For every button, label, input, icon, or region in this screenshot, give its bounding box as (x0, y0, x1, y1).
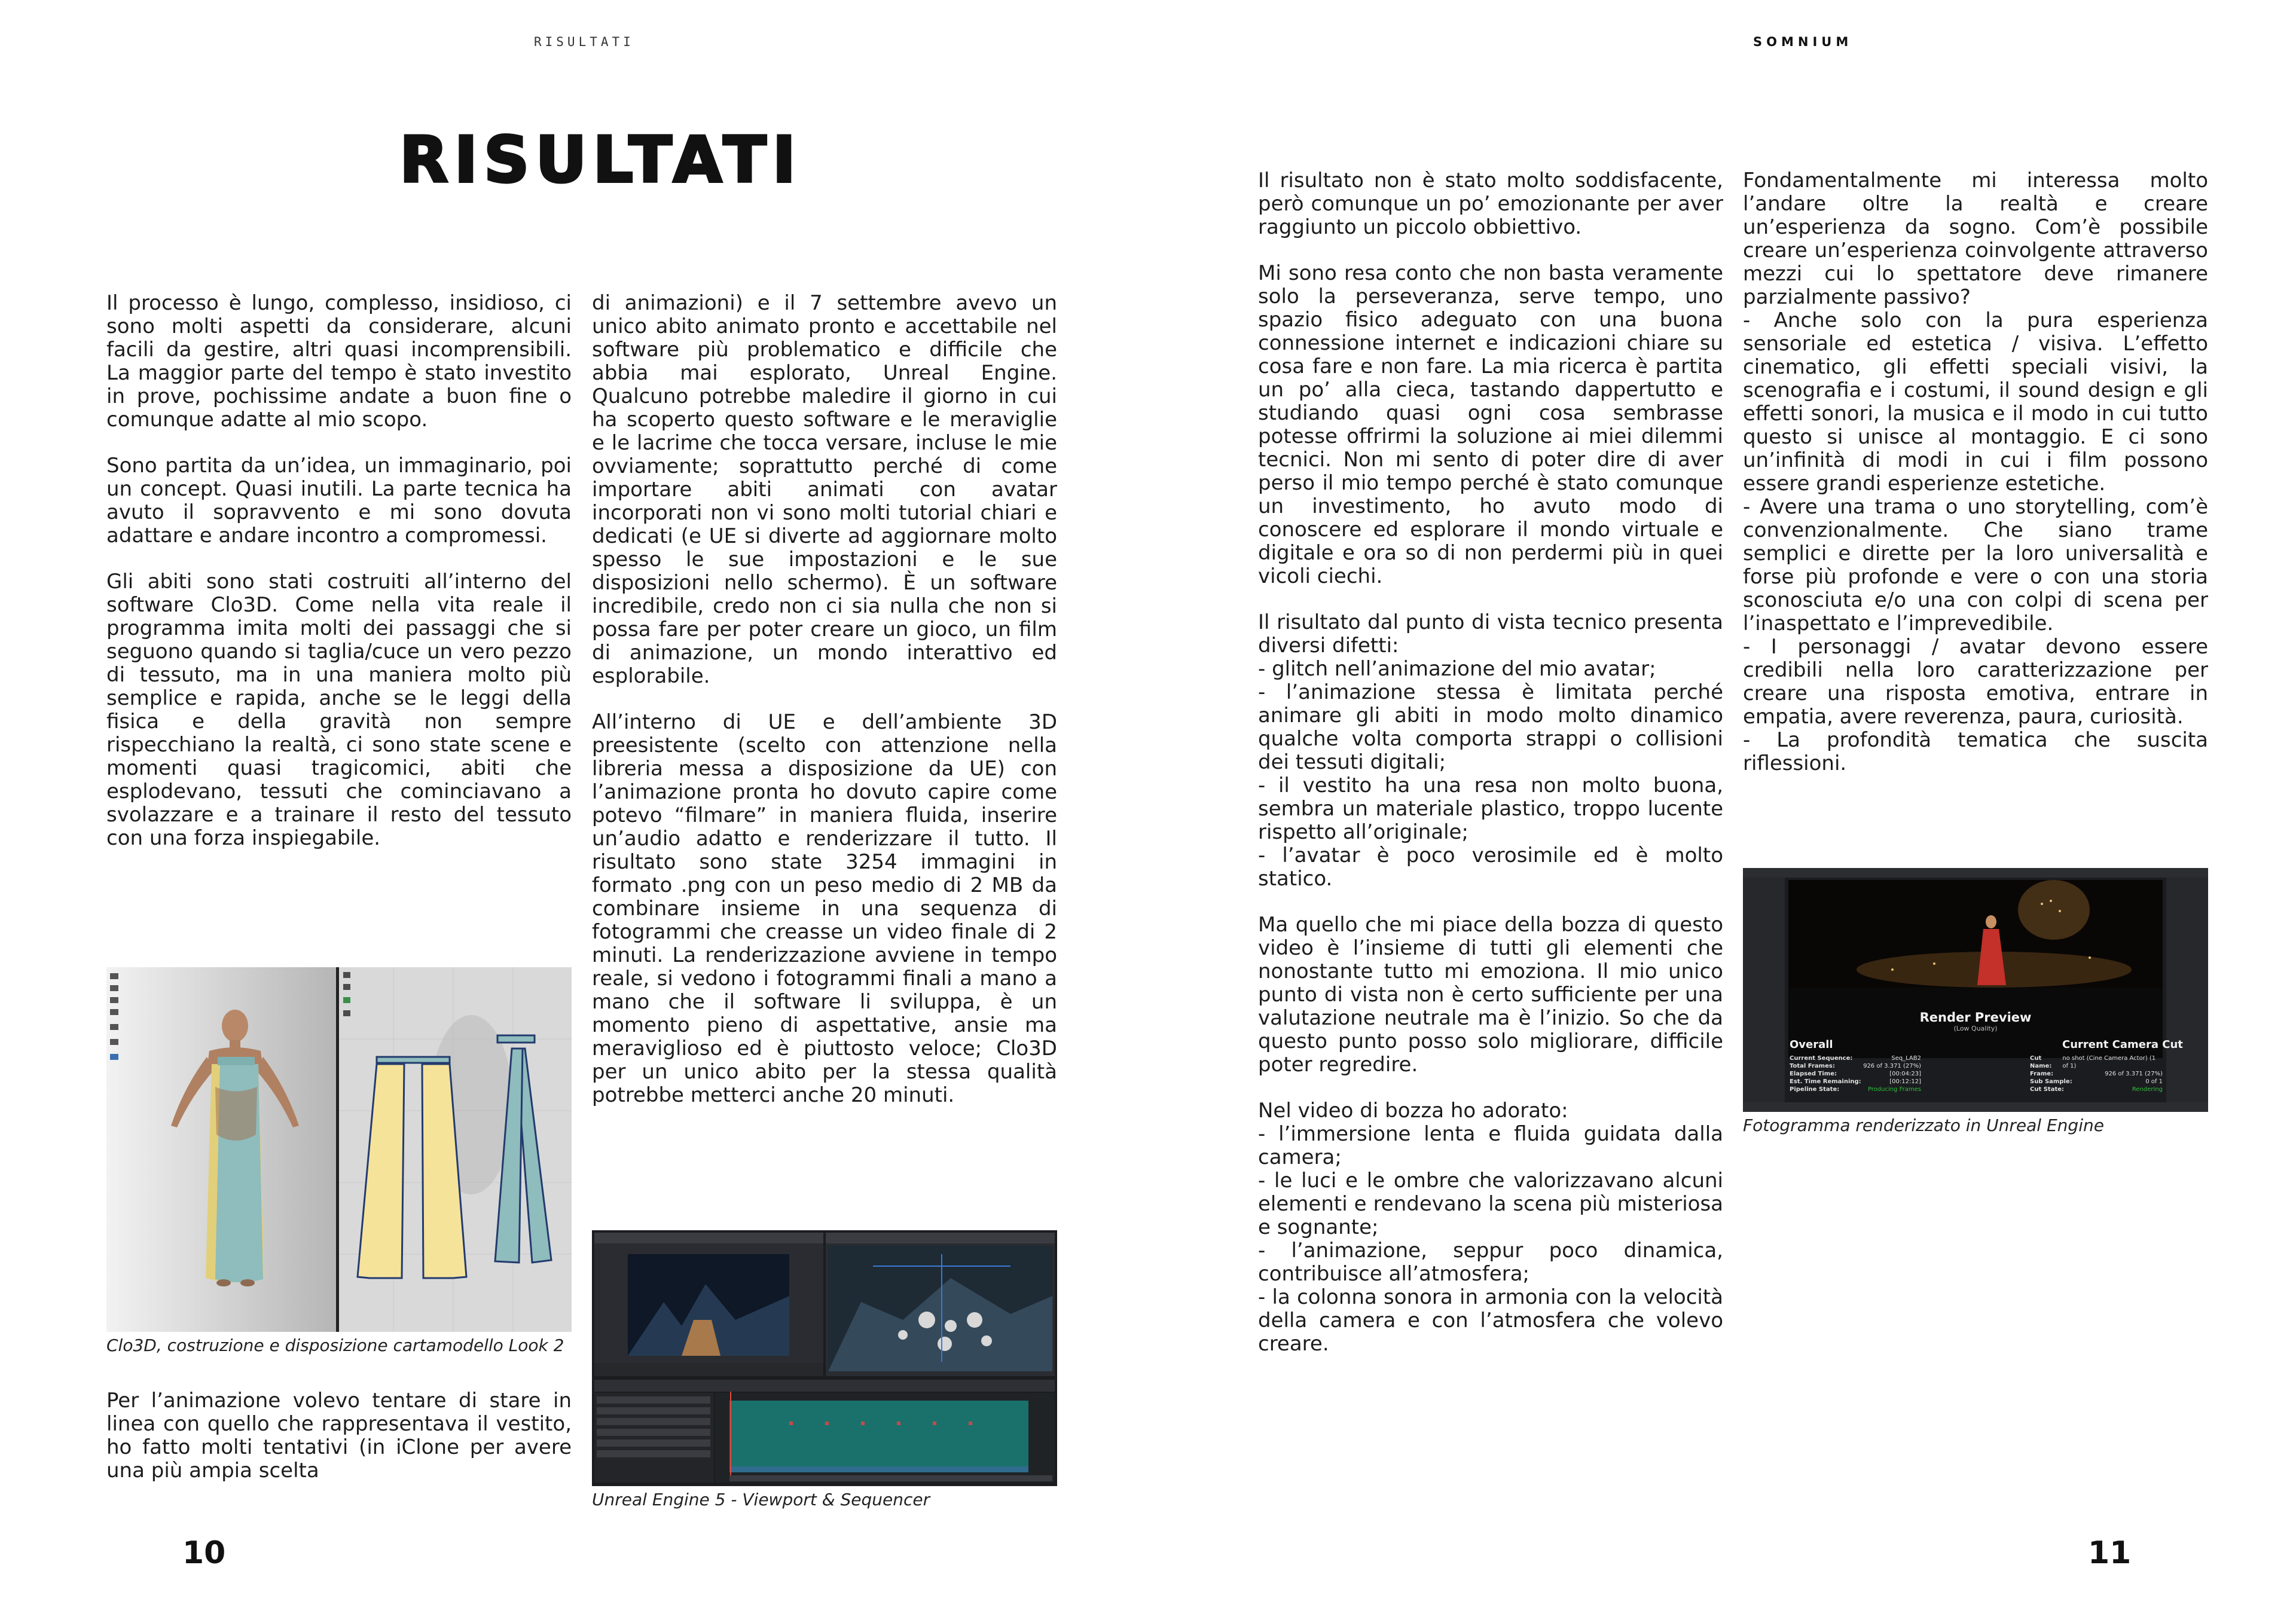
overall-stat-label: Elapsed Time: (1790, 1071, 1837, 1077)
paragraph: Il risultato dal punto di vista tecnico presenta diversi difetti: (1258, 610, 1723, 658)
render-preview-subtitle: (Low Quality) (1953, 1025, 1998, 1032)
list-item: - le luci e le ombre che valorizzavano alcuni elementi e rendevano la scena più misteriosa e sognante; (1258, 1169, 1723, 1239)
overall-stat-value: Seq_LAB2 (1891, 1055, 1921, 1062)
overall-stat-label: Est. Time Remaining: (1790, 1078, 1861, 1085)
camera-stat-value: no shot (Cine Camera Actor) (1 of 1) (2062, 1055, 2156, 1069)
overall-stat-value: Producing Frames (1867, 1086, 1921, 1093)
overall-stat-row (1790, 1055, 1921, 1062)
camera-stat-label: Frame: (2030, 1071, 2054, 1077)
paragraph: Nel video di bozza ho adorato: (1258, 1099, 1568, 1123)
overall-stat-value: 926 of 3.371 (27%) (1863, 1063, 1921, 1069)
overall-stat-row (1790, 1086, 1921, 1093)
overall-stat-value: [00:04:23] (1889, 1071, 1921, 1077)
camera-stat-row (2030, 1086, 2163, 1093)
paragraph: Fondamentalmente mi interessa molto l’andare oltre la realtà e creare un’esperienza da sogno. Com’è possibile creare un’esperienza coinvolgente attraverso mezzi cui lo spettatore deve rimanere parzialmente passivo? (1743, 169, 2208, 309)
running-head-right: SOMNIUM (1753, 35, 1853, 49)
overall-stat-value: [00:12:12] (1889, 1078, 1921, 1085)
figure-caption: Fotogramma renderizzato in Unreal Engine (1743, 1115, 2104, 1135)
column-3 (1258, 169, 1723, 1356)
camera-cut-heading: Current Camera Cut (2062, 1038, 2183, 1051)
figure-caption: Unreal Engine 5 - Viewport & Sequencer (592, 1490, 930, 1509)
clo3d-figure (106, 967, 572, 1332)
figure-caption: Clo3D, costruzione e disposizione cartamodello Look 2 (106, 1335, 564, 1355)
paragraph: Per l’animazione volevo tentare di stare in linea con quello che rappresentava il vestito, ho fatto molti tentativi (in iClone per avere una più ampia scelta (106, 1389, 572, 1483)
list-item: - l’immersione lenta e fluida guidata dalla camera; (1258, 1122, 1723, 1169)
page-title: RISULTATI (399, 123, 802, 197)
overall-stat-label: Total Frames: (1790, 1063, 1835, 1069)
overall-heading: Overall (1790, 1038, 1833, 1051)
paragraph: All’interno di UE e dell’ambiente 3D preesistente (scelto con attenzione nella libreria messa a disposizione da UE) con l’animazione pronta ho dovuto capire come potevo “filmare” in maniera fluida, inserire un’audio adatto e renderizzare il tutto. Il risultato sono state 3254 immagini in formato .png con un peso medio di 2 MB da combinare insieme in una sequenza di fotogrammi che creasse un video finale di 2 minuti. La renderizzazione avviene in tempo reale, si vedono i fotogrammi finali a mano a mano che il software li sviluppa, è un momento pieno di aspettative, ansie ma meraviglioso ed è piuttosto veloce; Clo3D per un unico abito per la stessa qualità potrebbe metterci anche 20 minuti. (592, 710, 1057, 1107)
overall-stats (1790, 1055, 1921, 1093)
list-item: - il vestito ha una resa non molto buona, sembra un materiale plastico, troppo lucente rispetto all’originale; (1258, 774, 1723, 844)
list-item: - Anche solo con la pura esperienza sensoriale ed estetica / visiva. L’effetto cinematico, gli effetti speciali visivi, la scenografia e i costumi, il sound design e gli effetti sonori, la musica e il modo in cui tutto questo si unisce al montaggio. E ci sono un’infinità di modi in cui i film possono essere grandi esperienze estetiche. (1743, 308, 2208, 496)
camera-stat-value: 0 of 1 (2145, 1078, 2163, 1085)
paragraph: Sono partita da un’idea, un immaginario, poi un concept. Quasi inutili. La parte tecnica ha avuto il sopravvento e mi sono dovuta adattare e andare incontro a compromessi. (106, 454, 572, 548)
running-head-left: RISULTATI (534, 35, 634, 49)
camera-stat-label: Cut State: (2030, 1086, 2065, 1093)
overall-stat-row (1790, 1062, 1921, 1070)
column-1 (106, 292, 572, 873)
page-number: 11 (2088, 1535, 2132, 1571)
paragraph: Gli abiti sono stati costruiti all’interno del software Clo3D. Come nella vita reale il programma imita molti dei passaggi che si seguono quando si taglia/cuce un vero pezzo di tessuto, ma in una maniera molto più semplice e rapida, anche se le leggi della fisica e della gravità non sempre rispecchiano la realtà, ci sono state scene e momenti quasi tragicomici, abiti che esplodevano, tessuti che cominciavano a svolazzare e a trainare il resto del tessuto con una forza inspiegabile. (106, 570, 572, 850)
list-item: - l’avatar è poco verosimile ed è molto statico. (1258, 843, 1723, 891)
paragraph: Ma quello che mi piace della bozza di questo video è l’insieme di tutti gli elementi che nonostante tutto mi emoziona. Il mio unico punto di vista non è certo sufficiente per una valutazione neutrale ma è l’inizio. So che da questo punto posso solo migliorare, difficile poter regredire. (1258, 913, 1723, 1077)
overall-stat-label: Pipeline State: (1790, 1086, 1840, 1093)
list-item: - Avere una trama o uno storytelling, com’è convenzionalmente. Che siano trame semplici e dirette per la loro universalità e forse più profonde e vere o con una storia sconosciuta e/o una con colpi di scena per l’inaspettato e l’imprevedibile. (1743, 495, 2208, 635)
overall-stat-row (1790, 1078, 1921, 1086)
list-item: - La profondità tematica che suscita riflessioni. (1743, 728, 2208, 775)
paragraph: Il risultato non è stato molto soddisfacente, però comunque un po’ emozionante per aver raggiunto un piccolo obbiettivo. (1258, 169, 1723, 239)
unreal-sequencer-figure (592, 1230, 1057, 1486)
camera-stat-value: Rendering (2132, 1086, 2163, 1093)
list-item: - l’animazione stessa è limitata perché animare gli abiti in modo molto dinamico qualche volta comporta strappi o collisioni dei tessuti digitali; (1258, 680, 1723, 774)
paragraph: di animazioni) e il 7 settembre avevo un unico abito animato pronto e accettabile nel software più problematico e difficile che abbia mai esplorato, Unreal Engine. Qualcuno potrebbe maledire il giorno in cui ha scoperto questo software e le meraviglie e le lacrime che tocca versare, incluse le mie ovviamente; soprattutto perché di come importare abiti animati con avatar incorporati non vi sono molti tutorial chiari e dedicati (e UE si diverte ad aggiornare molto spesso le sue impostazioni e le sue disposizioni nello schermo). È un software incredibile, credo non ci sia nulla che non si possa fare per poter creare un gioco, un film di animazione, un mondo interattivo ed esplorabile. (592, 291, 1057, 688)
list-item: - la colonna sonora in armonia con la velocità della camera e con l’atmosfera che volevo creare. (1258, 1285, 1723, 1356)
camera-stat-label: Cut Name: (2030, 1055, 2052, 1069)
camera-stat-row (2030, 1078, 2163, 1086)
right-page (1148, 0, 2296, 1623)
column-4 (1743, 169, 2208, 775)
overall-stat-row (1790, 1070, 1921, 1078)
paragraph: Mi sono resa conto che non basta veramente solo la perseveranza, serve tempo, uno spazio fisico adeguato con una buona connessione internet e indicazioni chiare su cosa fare e non fare. La mia ricerca è partita un po’ alla cieca, tastando dappertutto e studiando quasi ogni cosa sembrasse potesse offrirmi la soluzione ai miei dilemmi tecnici. Non mi sento di poter dire di aver perso il mio tempo perché è stato comunque un investimento, ho avuto modo di conoscere ed esplorare il mondo virtuale e digitale e ora so di non perdermi più in quei vicoli ciechi. (1258, 261, 1723, 588)
paragraph: Il processo è lungo, complesso, insidioso, ci sono molti aspetti da considerare, alcuni facili da gestire, altri quasi incomprensibili. La maggior parte del tempo è stato investito in prove, pochissime andate a buon fine o comunque adatte al mio scopo. (106, 291, 572, 432)
camera-stat-row (2030, 1055, 2163, 1070)
list-item: - l’animazione, seppur poco dinamica, contribuisce all’atmosfera; (1258, 1239, 1723, 1286)
column-2 (592, 292, 1057, 1130)
list-item: - I personaggi / avatar devono essere credibili nella loro caratterizzazione per creare una risposta emotiva, entrare in empatia, avere reverenza, paura, curiosità. (1743, 635, 2208, 729)
overall-stat-label: Current Sequence: (1790, 1055, 1853, 1062)
camera-cut-stats (2030, 1055, 2163, 1093)
column-1-bottom (106, 1389, 572, 1483)
render-preview-title: Render Preview (1919, 1010, 2032, 1025)
render-preview-figure (1743, 868, 2208, 1112)
camera-stat-value: 926 of 3.371 (27%) (2105, 1071, 2163, 1077)
list-item: - glitch nell’animazione del mio avatar; (1258, 657, 1656, 681)
camera-stat-label: Sub Sample: (2030, 1078, 2072, 1085)
camera-stat-row (2030, 1070, 2163, 1078)
page-number: 10 (182, 1535, 226, 1571)
